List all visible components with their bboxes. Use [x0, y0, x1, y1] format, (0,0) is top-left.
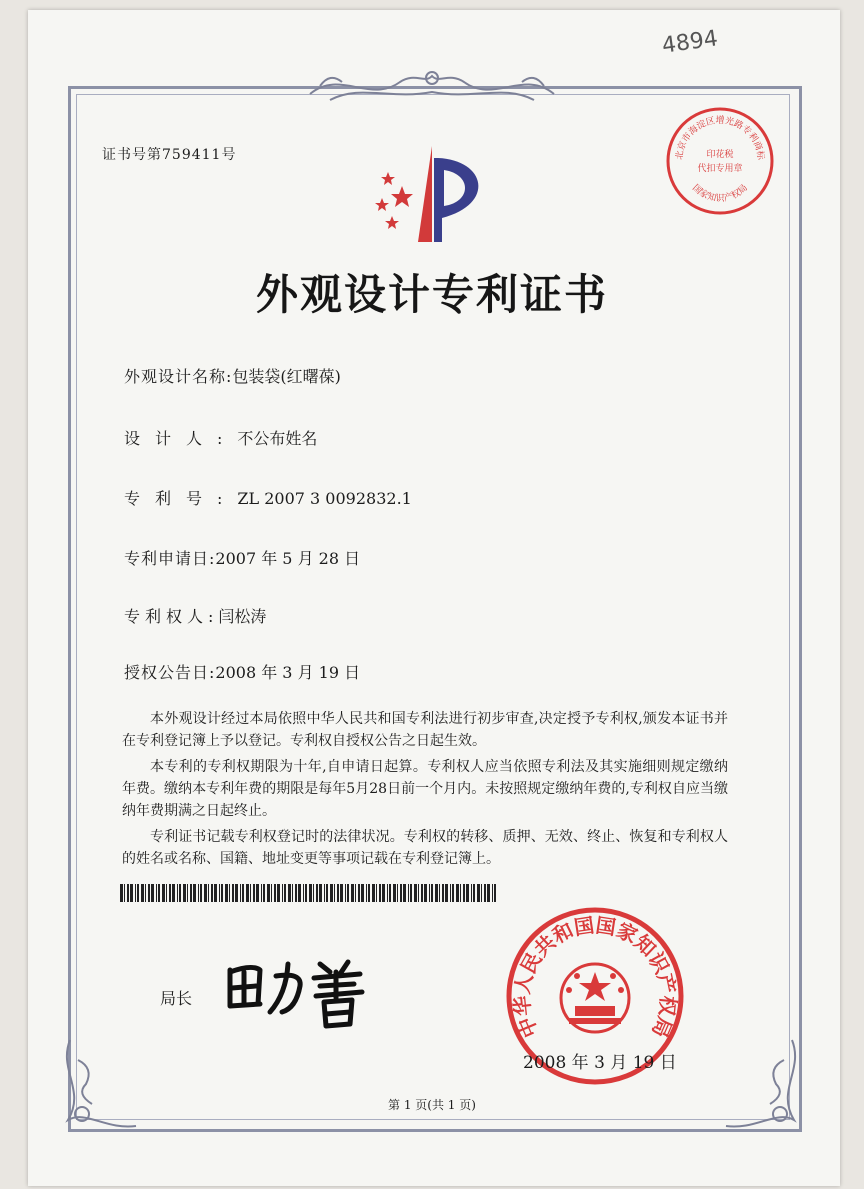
barcode-bar	[256, 884, 259, 902]
barcode-bar	[452, 884, 454, 902]
barcode-bar	[145, 884, 146, 902]
barcode-bar	[471, 884, 472, 902]
barcode-bar	[316, 884, 318, 902]
seal-ring-text: 中华人民共和国国家知识产权局	[509, 912, 681, 1042]
body-paragraph-2: 本专利的专利权期限为十年,自申请日起算。专利权人应当依照专利法及其实施细则规定缴纳年费。缴纳本专利年费的期限是每年5月28日前一个月内。未按照规定缴纳年费的,专利权自应当缴纳年费期满之日起终止。	[122, 759, 728, 819]
certificate-title: 外观设计专利证书	[255, 270, 608, 319]
barcode-bar	[137, 884, 139, 902]
barcode-bar	[193, 884, 196, 902]
barcode-bar	[151, 884, 154, 902]
barcode-bar	[424, 884, 427, 902]
barcode-bar	[382, 884, 385, 902]
field-value: 包装袋(红曙葆)	[232, 367, 341, 386]
field-value: ZL 2007 3 0092832.1	[237, 489, 412, 508]
barcode-bar	[431, 884, 433, 902]
director-label: 局长	[160, 989, 193, 1008]
barcode-bar	[288, 884, 291, 902]
issue-date: 2008 年 3 月 19 日	[523, 1053, 677, 1073]
barcode-bar	[303, 884, 304, 902]
barcode-bar	[198, 884, 199, 902]
barcode-bar	[200, 884, 202, 902]
barcode-bar	[358, 884, 360, 902]
barcode-bar	[179, 884, 181, 902]
barcode-bar	[403, 884, 406, 902]
barcode-bar	[309, 884, 312, 902]
small-stamp-ring-text: 北京市海淀区增光路专利商标	[674, 116, 766, 161]
patent-office-logo-icon	[368, 142, 498, 252]
barcode-bar	[456, 884, 459, 902]
barcode-bar	[376, 884, 377, 902]
barcode-bar	[240, 884, 241, 902]
barcode-bar	[120, 884, 123, 902]
barcode-bar	[487, 884, 490, 902]
national-emblem-icon	[561, 964, 629, 1032]
field-label: 专利申请日:	[124, 549, 216, 568]
barcode-bar	[445, 884, 448, 902]
small-stamp-line-1: 印花税	[706, 150, 734, 160]
field-label: 授权公告日:	[124, 663, 216, 682]
barcode-bar	[242, 884, 244, 902]
barcode-bar	[340, 884, 343, 902]
top-ornament	[300, 64, 564, 108]
barcode-bar	[473, 884, 475, 902]
barcode-bar	[274, 884, 276, 902]
barcode-bar	[351, 884, 354, 902]
barcode-bar	[397, 884, 398, 902]
barcode-bar	[393, 884, 396, 902]
barcode-bar	[229, 884, 230, 902]
barcode-bar	[330, 884, 333, 902]
barcode-bar	[253, 884, 255, 902]
barcode-bar	[355, 884, 356, 902]
barcode-bar	[347, 884, 349, 902]
body-paragraph-1: 本外观设计经过本局依照中华人民共和国专利法进行初步审查,决定授予专利权,颁发本证书并在专利登记簿上予以登记。专利权自授权公告之日起生效。	[122, 711, 728, 749]
barcode-bar	[372, 884, 375, 902]
barcode-bar	[261, 884, 262, 902]
barcode-bar	[214, 884, 217, 902]
field-label: 专利号:	[124, 489, 238, 508]
field-value: 不公布姓名	[237, 429, 318, 448]
body-paragraph-3: 专利证书记载专利权登记时的法律状况。专利权的转移、质押、无效、终止、恢复和专利权人的姓名或名称、国籍、地址变更等事项记载在专利登记簿上。	[122, 829, 728, 867]
barcode-bar	[219, 884, 220, 902]
barcode-bar	[477, 884, 480, 902]
barcode-bar	[298, 884, 301, 902]
barcode-bar	[361, 884, 364, 902]
barcode-bar	[366, 884, 367, 902]
certificate-number: 证书号第759411号	[102, 147, 237, 163]
barcode-bar	[418, 884, 419, 902]
barcode-bar	[263, 884, 265, 902]
barcode-bar	[225, 884, 228, 902]
barcode-bar	[494, 884, 496, 902]
barcode-bar	[177, 884, 178, 902]
barcode-bar	[410, 884, 412, 902]
barcode-bar	[439, 884, 440, 902]
director-signature	[222, 950, 382, 1030]
barcode-bar	[250, 884, 251, 902]
barcode-bar	[334, 884, 335, 902]
barcode-bar	[326, 884, 328, 902]
barcode-bar	[156, 884, 157, 902]
barcode-bar	[148, 884, 150, 902]
barcode-bar	[284, 884, 286, 902]
field-design-name	[124, 364, 341, 387]
barcode-bar	[183, 884, 186, 902]
barcode-bar	[232, 884, 234, 902]
barcode-bar	[313, 884, 314, 902]
barcode	[120, 884, 500, 902]
field-designer	[124, 426, 317, 449]
bottom-right-ornament	[716, 1030, 806, 1140]
barcode-bar	[135, 884, 136, 902]
body-text	[122, 708, 728, 870]
barcode-bar	[124, 884, 125, 902]
barcode-bar	[429, 884, 430, 902]
small-stamp-line-2: 代扣专用章	[697, 164, 743, 174]
barcode-bar	[130, 884, 133, 902]
handwritten-note: 4894	[660, 26, 720, 59]
barcode-bar	[319, 884, 322, 902]
barcode-bar	[442, 884, 444, 902]
barcode-bar	[246, 884, 249, 902]
field-patentee	[124, 604, 266, 627]
barcode-bar	[450, 884, 451, 902]
field-grant-date	[124, 660, 360, 683]
barcode-bar	[271, 884, 272, 902]
barcode-bar	[408, 884, 409, 902]
barcode-bar	[221, 884, 223, 902]
barcode-bar	[211, 884, 213, 902]
field-label: 设计人:	[124, 429, 238, 448]
barcode-bar	[141, 884, 144, 902]
field-label: 专利权人:	[124, 607, 219, 626]
barcode-bar	[169, 884, 171, 902]
barcode-bar	[305, 884, 307, 902]
field-value: 闫松涛	[218, 607, 267, 626]
barcode-bar	[158, 884, 160, 902]
barcode-bar	[460, 884, 461, 902]
barcode-bar	[481, 884, 482, 902]
barcode-bar	[267, 884, 270, 902]
barcode-bar	[162, 884, 165, 902]
barcode-bar	[166, 884, 167, 902]
barcode-bar	[400, 884, 402, 902]
bottom-left-ornament	[56, 1030, 146, 1140]
barcode-bar	[127, 884, 129, 902]
barcode-bar	[345, 884, 346, 902]
barcode-bar	[324, 884, 325, 902]
field-label: 外观设计名称:	[124, 367, 233, 386]
barcode-bar	[190, 884, 192, 902]
field-value: 2007 年 5 月 28 日	[215, 549, 361, 568]
barcode-bar	[208, 884, 209, 902]
barcode-bar	[435, 884, 438, 902]
barcode-bar	[172, 884, 175, 902]
barcode-bar	[292, 884, 293, 902]
barcode-bar	[484, 884, 486, 902]
barcode-bar	[282, 884, 283, 902]
tax-stamp-seal	[664, 105, 776, 217]
barcode-bar	[277, 884, 280, 902]
barcode-bar	[187, 884, 188, 902]
barcode-bar	[389, 884, 391, 902]
barcode-bar	[204, 884, 207, 902]
barcode-bar	[463, 884, 465, 902]
barcode-bar	[295, 884, 297, 902]
barcode-bar	[235, 884, 238, 902]
barcode-bar	[492, 884, 493, 902]
barcode-bar	[387, 884, 388, 902]
page-indicator: 第 1 页(共 1 页)	[388, 1098, 476, 1112]
svg-text:国家知识产权局	[690, 182, 750, 204]
field-value: 2008 年 3 月 19 日	[215, 663, 361, 682]
barcode-bar	[368, 884, 370, 902]
barcode-bar	[379, 884, 381, 902]
barcode-bar	[414, 884, 417, 902]
barcode-bar	[421, 884, 423, 902]
barcode-bar	[337, 884, 339, 902]
field-application-date	[124, 546, 360, 569]
small-stamp-bottom-text: 国家知识产权局	[690, 183, 750, 204]
field-patent-number	[124, 486, 412, 509]
barcode-bar	[466, 884, 469, 902]
